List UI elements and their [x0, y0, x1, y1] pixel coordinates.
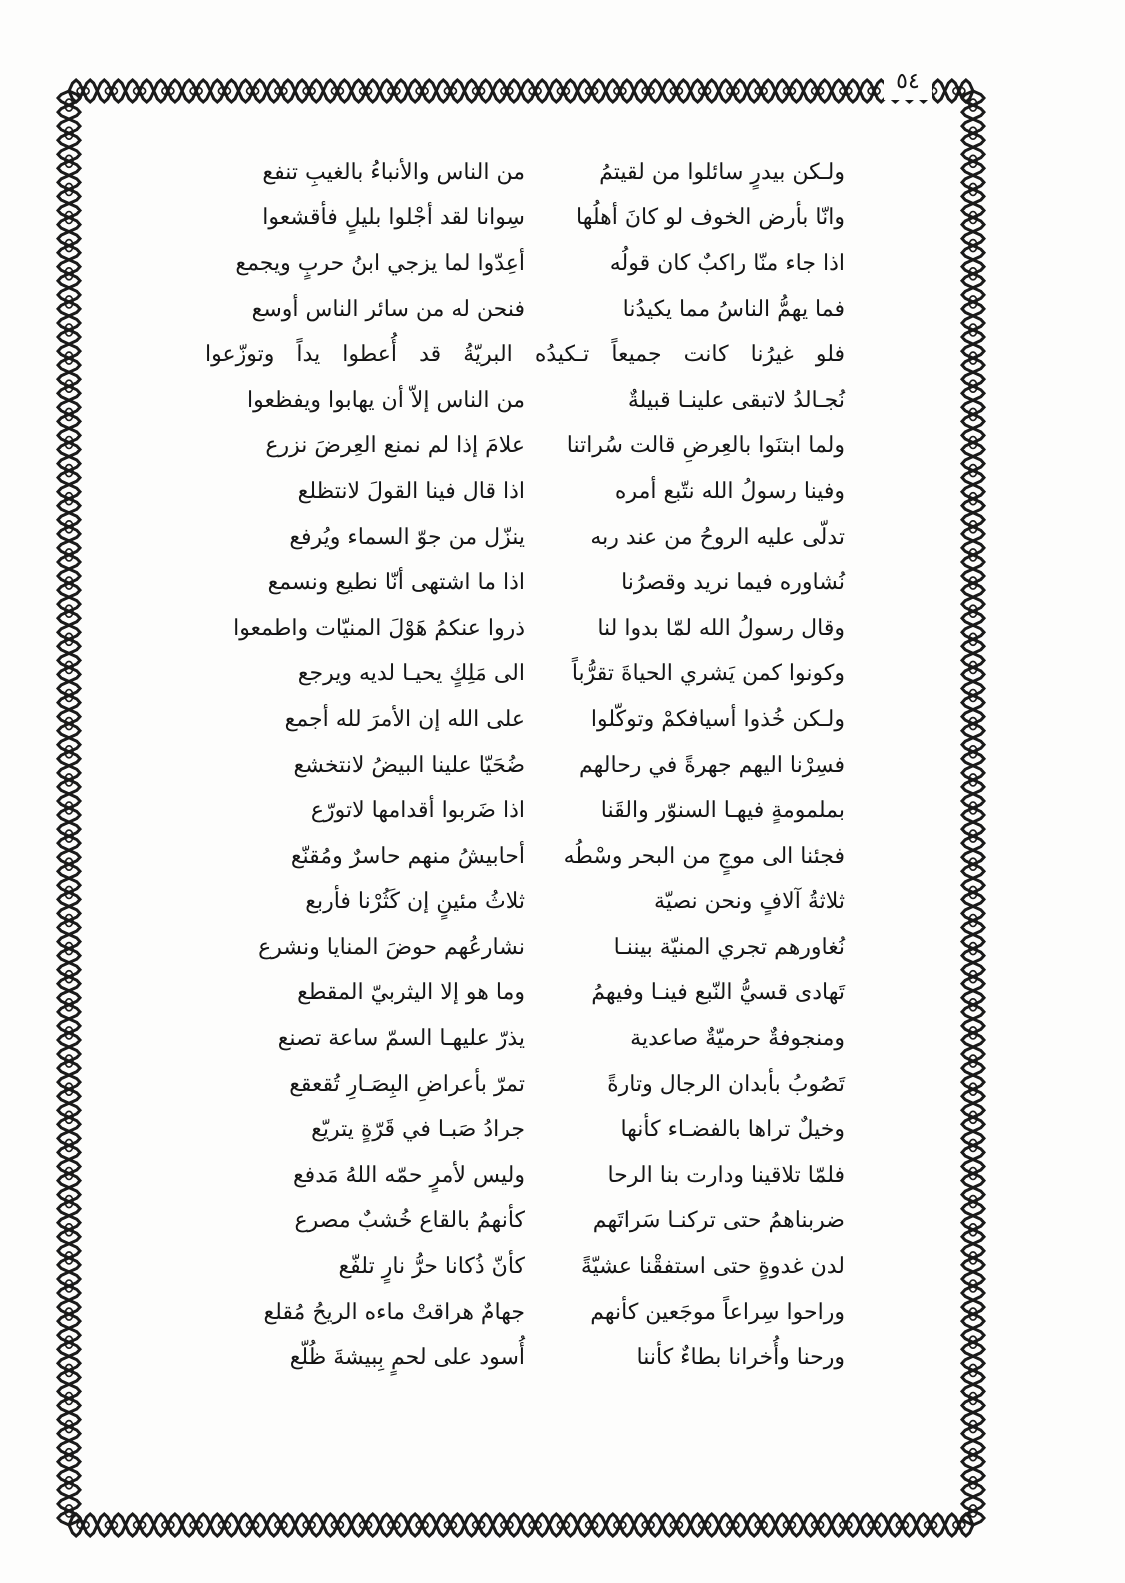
verse-second-hemistich: جهامٌ هراقتْ ماءه الريحُ مُقلع — [263, 1299, 525, 1325]
verse-line — [205, 925, 845, 971]
verse-second-hemistich: اذا ضَربوا أقدامها لاتورّع — [310, 798, 525, 824]
verse-second-hemistich: أعِدّوا لما يزجي ابنُ حربٍ ويجمع — [235, 250, 525, 276]
verse-first-hemistich: ورحنا وأُخرانا بطاءٌ كأننا — [636, 1345, 845, 1371]
verse-first-hemistich: فلمّا تلاقينا ودارت بنا الرحا — [607, 1162, 845, 1188]
verse-line — [205, 1290, 845, 1336]
verse-first-hemistich: وانّا بأرض الخوف لو كانَ أهلُها — [575, 205, 845, 231]
verse-line — [205, 560, 845, 606]
verse-first-hemistich: فسِرْنا اليهم جهرةً في رحالهم — [579, 752, 845, 778]
verse-second-hemistich: علامَ إذا لم نمنع العِرضَ نزرع — [265, 433, 525, 459]
verse-full-line: فلو غيرُنا كانت جميعاً تـكيدُه البريّةُ قد أُعطوا يداً وتوزّعوا — [205, 342, 845, 368]
verse-first-hemistich: وراحوا سِراعاً موجَعين كأنهم — [590, 1299, 845, 1325]
verse-second-hemistich: ينزّل من جوّ السماء ويُرفع — [289, 524, 525, 550]
verse-second-hemistich: اذا ما اشتهى أنّا نطيع ونسمع — [267, 570, 525, 596]
verse-first-hemistich: نُشاوره فيما نريد وقصرُنا — [621, 570, 845, 596]
verse-line — [205, 1062, 845, 1108]
verse-second-hemistich: من الناس إلاّ أن يهابوا ويفظعوا — [246, 387, 525, 413]
verse-second-hemistich: على الله إن الأمرَ لله أجمع — [284, 706, 525, 732]
verse-second-hemistich: ثلاثُ مئينٍ إن كَثُرْنا فأربع — [305, 889, 525, 915]
verse-line — [205, 241, 845, 287]
verse-first-hemistich: ولما ابتنَوا بالعِرضِ قالت سُراتنا — [566, 433, 845, 459]
verse-line — [205, 150, 845, 196]
verse-first-hemistich: فجئنا الى موجٍ من البحر وسْطُه — [563, 843, 845, 869]
verse-line — [205, 287, 845, 333]
verse-first-hemistich: اذا جاء منّا راكبٌ كان قولُه — [609, 250, 845, 276]
verse-line — [205, 424, 845, 470]
verse-line — [205, 1153, 845, 1199]
verse-second-hemistich: جرادُ صَبـا في قَرّةٍ يتريّع — [311, 1117, 525, 1143]
verse-line — [205, 743, 845, 789]
verse-second-hemistich: ذروا عنكمُ هَوْلَ المنيّات واطمعوا — [233, 615, 525, 641]
verse-first-hemistich: بملمومةٍ فيهـا السنوّر والقَنا — [600, 798, 845, 824]
verse-first-hemistich: ثلاثةُ آلافٍ ونحن نصيّة — [654, 889, 845, 915]
verse-first-hemistich: نُجـالدُ لاتبقى علينـا قبيلةٌ — [627, 387, 845, 413]
page-number: ٥٤ — [884, 64, 932, 100]
verse-second-hemistich: اذا قال فينا القولَ لانتظلع — [297, 478, 525, 504]
verse-second-hemistich: تمرّ بأعراضِ البِصَـارِ تُقعقع — [289, 1071, 525, 1097]
verse-line — [205, 788, 845, 834]
verse-second-hemistich: كأنهمُ بالقاع خُشبٌ مصرع — [294, 1208, 525, 1234]
verse-line — [205, 606, 845, 652]
verse-line — [205, 378, 845, 424]
verse-first-hemistich: وقال رسولُ الله لمّا بدوا لنا — [597, 615, 845, 641]
verse-second-hemistich: ضُحَيّا علينا البيضُ لانتخشع — [293, 752, 525, 778]
poem-body — [205, 150, 845, 1381]
verse-first-hemistich: لدن غدوةٍ حتى استفقْنا عشيّةً — [580, 1254, 845, 1280]
verse-second-hemistich: وما هو إلا اليثربيّ المقطع — [297, 980, 525, 1006]
verse-line — [205, 1244, 845, 1290]
verse-line — [205, 697, 845, 743]
verse-line — [205, 652, 845, 698]
verse-first-hemistich: ولـكن خُذوا أسيافكمْ وتوكّلوا — [590, 706, 845, 732]
verse-first-hemistich: نُغاورهم تجري المنيّة بيننـا — [613, 934, 845, 960]
verse-line — [205, 1335, 845, 1381]
verse-first-hemistich: وكونوا كمن يَشري الحياةَ تقرُّباً — [571, 661, 845, 687]
verse-first-hemistich: ومنجوفةٌ حرميّةٌ صاعدية — [630, 1026, 845, 1052]
verse-first-hemistich: ضربناهمُ حتى تركنـا سَراتَهم — [592, 1208, 845, 1234]
verse-second-hemistich: أحابيشُ منهم حاسرٌ ومُقنّع — [290, 843, 525, 869]
verse-line — [205, 1199, 845, 1245]
verse-line — [205, 1016, 845, 1062]
verse-second-hemistich: يذرّ عليهـا السمّ ساعة تصنع — [277, 1026, 525, 1052]
verse-first-hemistich: تَهادى قسيُّ النّبع فينـا وفيهمُ — [591, 980, 845, 1006]
verse-first-hemistich: وخيلٌ تراها بالفضـاء كأنها — [620, 1117, 845, 1143]
verse-first-hemistich: فما يهمُّ الناسُ مما يكيدُنا — [622, 296, 845, 322]
verse-line — [205, 332, 845, 378]
verse-second-hemistich: الى مَلِكٍ يحيـا لديه ويرجع — [297, 661, 525, 687]
verse-line — [205, 515, 845, 561]
verse-second-hemistich: كأنّ ذُكانا حرُّ نارٍ تلفّع — [338, 1254, 525, 1280]
verse-line — [205, 469, 845, 515]
verse-second-hemistich: فنحن له من سائر الناس أوسع — [251, 296, 525, 322]
verse-first-hemistich: ولـكن بيدرٍ سائلوا من لقيتمُ — [599, 159, 845, 185]
verse-line — [205, 196, 845, 242]
verse-second-hemistich: وليس لأمرٍ حمّه اللهُ مَدفع — [292, 1162, 525, 1188]
verse-first-hemistich: وفينا رسولُ الله نتّبع أمره — [614, 478, 845, 504]
verse-line — [205, 834, 845, 880]
verse-line — [205, 971, 845, 1017]
verse-second-hemistich: أُسود على لحمٍ بِبيشةَ ظُلّع — [289, 1345, 525, 1371]
verse-second-hemistich: سِوانا لقد أجْلوا بليلٍ فأقشعوا — [262, 205, 525, 231]
verse-second-hemistich: نشارعُهم حوضَ المنايا ونشرع — [258, 934, 525, 960]
verse-first-hemistich: تدلّى عليه الروحُ من عند ربه — [590, 524, 845, 550]
verse-second-hemistich: من الناس والأنباءُ بالغيبِ تنفع — [262, 159, 525, 185]
verse-line — [205, 1107, 845, 1153]
verse-first-hemistich: تَصُوبُ بأبدان الرجال وتارةً — [607, 1071, 845, 1097]
verse-line — [205, 880, 845, 926]
